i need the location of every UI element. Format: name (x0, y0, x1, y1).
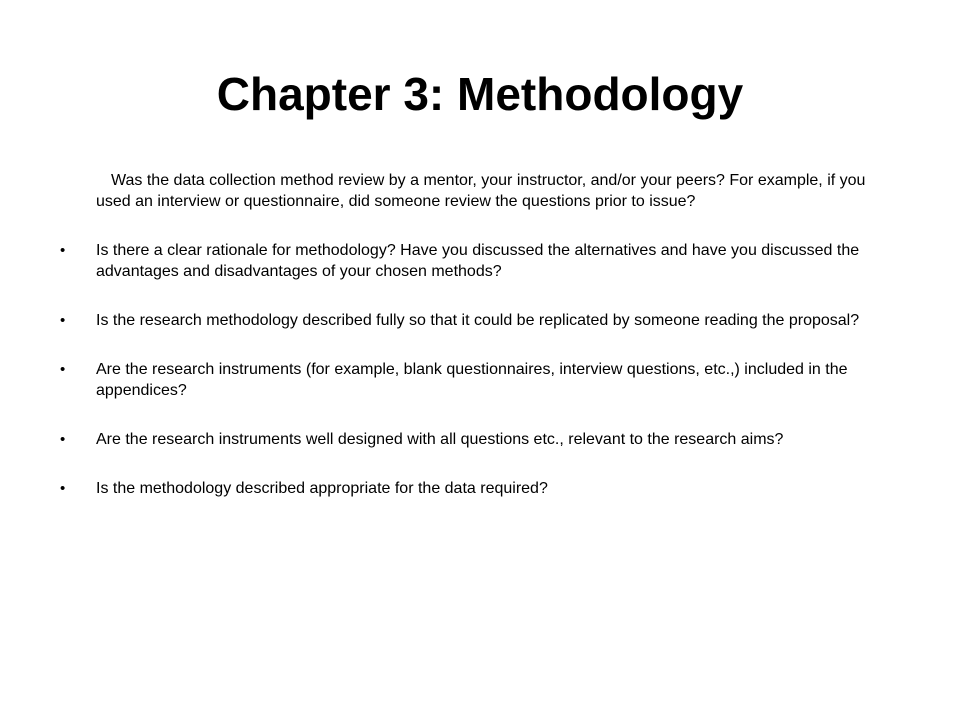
bullet-item (60, 359, 900, 401)
bullet-item (60, 240, 900, 282)
bullet-text: Is there a clear rationale for methodology? Have you discussed the alternatives and have you discussed the advantages and disadvantages of your chosen methods? (96, 242, 860, 280)
bullet-item (60, 310, 900, 331)
bullet-icon: • (60, 480, 66, 497)
bullet-item (60, 429, 900, 450)
bullet-icon: • (60, 361, 66, 378)
intro-paragraph: Was the data collection method review by a mentor, your instructor, and/or your peers? For example, if you used an interview or questionnaire, did someone review the questions prior to issue? (96, 172, 866, 210)
bullet-list (60, 240, 900, 499)
bullet-text: Are the research instruments (for example, blank questionnaires, interview questions, etc.,) included in the appendices? (96, 361, 848, 399)
bullet-icon: • (60, 312, 66, 329)
bullet-text: Is the methodology described appropriate for the data required? (96, 480, 548, 497)
bullet-text: Is the research methodology described fully so that it could be replicated by someone reading the proposal? (96, 312, 860, 329)
bullet-item (60, 478, 900, 499)
bullet-text: Are the research instruments well designed with all questions etc., relevant to the research aims? (96, 431, 784, 448)
bullet-icon: • (60, 242, 66, 259)
bullet-icon: • (60, 431, 66, 448)
slide-body (60, 170, 900, 527)
slide-title: Chapter 3: Methodology (216, 68, 744, 120)
